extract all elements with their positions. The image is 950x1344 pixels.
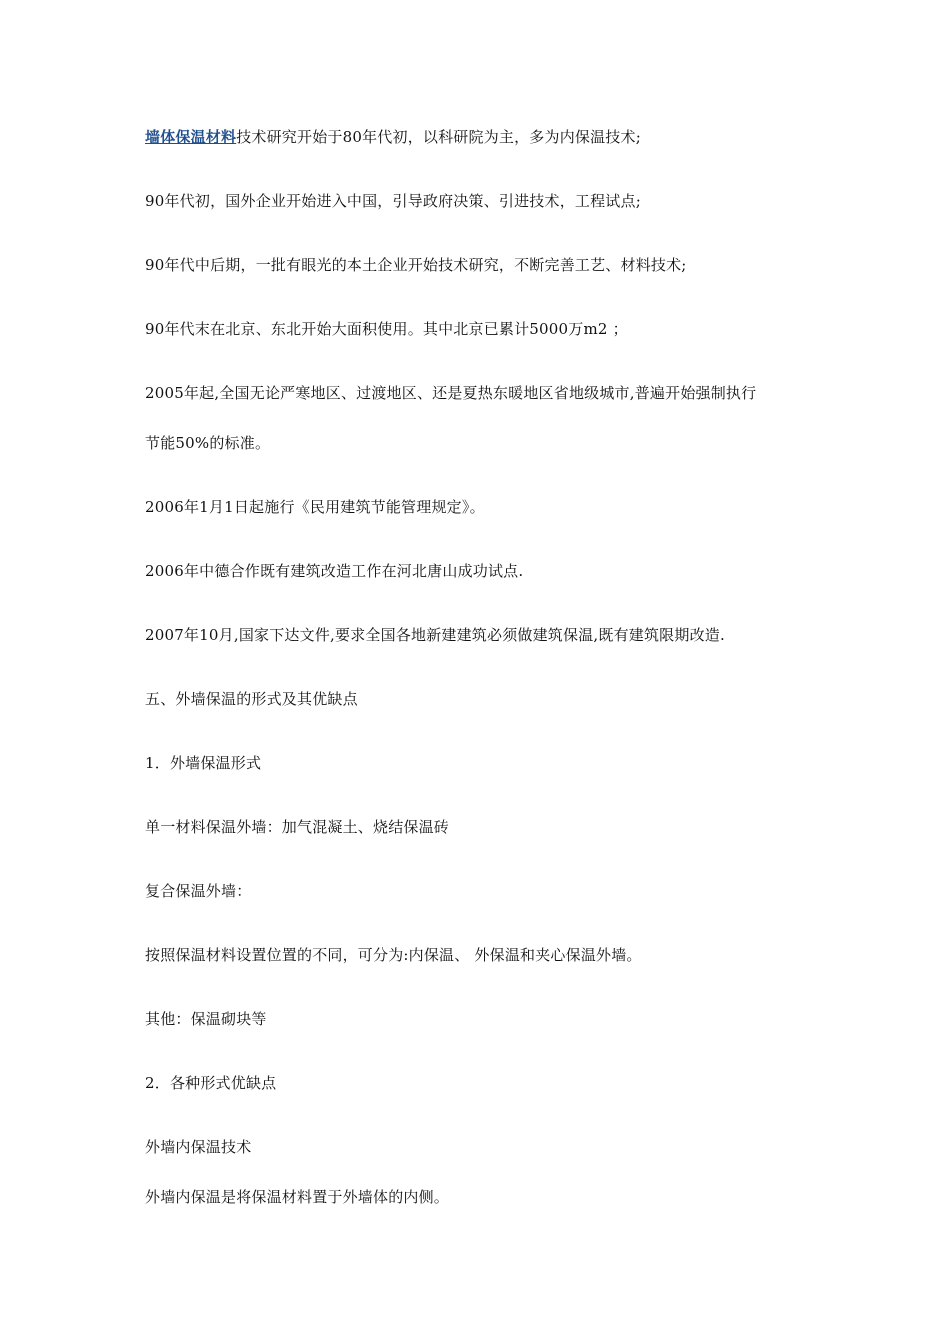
paragraph-classification: 按照保温材料设置位置的不同，可分为:内保温、 外保温和夹心保温外墙。	[145, 946, 642, 964]
paragraph-early-90s: 90年代初，国外企业开始进入中国，引导政府决策、引进技术，工程试点;	[145, 192, 641, 210]
paragraph-2005-line1: 2005年起,全国无论严寒地区、过渡地区、还是夏热东暖地区省地级城市,普遍开始强制执行	[145, 384, 757, 402]
section-heading-five: 五、外墙保温的形式及其优缺点	[145, 690, 358, 708]
paragraph-2006-regulation: 2006年1月1日起施行《民用建筑节能管理规定》。	[145, 498, 485, 516]
paragraph-internal-insulation-title: 外墙内保温技术	[145, 1138, 252, 1156]
paragraph-other: 其他：保温砌块等	[145, 1010, 267, 1028]
paragraph-composite: 复合保温外墙：	[145, 882, 252, 900]
subheading-forms: 1．外墙保温形式	[145, 754, 262, 772]
paragraph-internal-insulation-desc: 外墙内保温是将保温材料置于外墙体的内侧。	[145, 1188, 450, 1206]
paragraph-late-90s: 90年代末在北京、东北开始大面积使用。其中北京已累计5000万m2 ；	[145, 320, 628, 338]
paragraph-2007-document: 2007年10月,国家下达文件,要求全国各地新建建筑必须做建筑保温,既有建筑限期改造.	[145, 626, 725, 644]
paragraph-2005-line2: 节能50%的标准。	[145, 434, 271, 452]
paragraph-single-material: 单一材料保温外墙：加气混凝土、烧结保温砖	[145, 818, 450, 836]
subheading-pros-cons: 2．各种形式优缺点	[145, 1074, 277, 1092]
wall-insulation-material-link[interactable]: 墙体保温材料	[145, 128, 237, 146]
paragraph-text: 技术研究开始于80年代初，以科研院为主，多为内保温技术;	[236, 128, 641, 146]
paragraph-2006-pilot: 2006年中德合作既有建筑改造工作在河北唐山成功试点.	[145, 562, 524, 580]
paragraph-mid-late-90s: 90年代中后期，一批有眼光的本土企业开始技术研究，不断完善工艺、材料技术;	[145, 256, 687, 274]
paragraph-history-start	[145, 127, 825, 147]
